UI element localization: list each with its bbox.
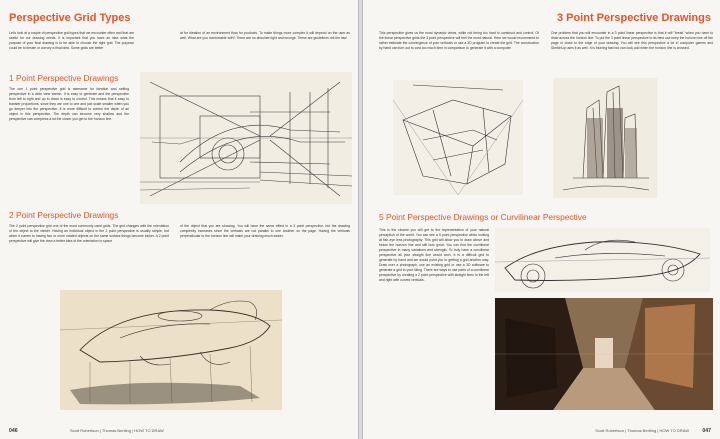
section2-text-2: of the object that you are showing. You will have the same effect in a 3 point perspective, but the drawing complexity increases since the verticals are not parallel to one another on the page. Having the verticals perpendicular to the horizon line will make your drawing much easier. <box>180 224 350 238</box>
fisheye-photo-figure <box>495 298 713 410</box>
one-point-sketch-figure <box>140 72 352 204</box>
right-intro-text-2: One problem that you will encounter in a 3 point linear perspective is that it will "break" when you have to draw across the horizon line. To put the 3 point linear perspective to its best use keep the horizon line off the page or close to the edge of your drawing. You will see this perspective a lot in computer games and SketchUp uses it as well. It is blurring fast but can look odd when the horizon line is crossed. <box>551 31 713 50</box>
section2-text: The 2 point perspective grid one of the most commonly used grids. The grid changes with the orientation of the object to the viewer. Having an individual object in the 2 point perspective is usually simple, but when it comes to having two or more rotated objects on the same surface things become tricker. A 2 point perspective will give the view a better idea of the orientation in space <box>9 224 169 243</box>
section2-heading: 2 Point Perspective Drawings <box>9 210 119 220</box>
section1-heading: 1 Point Perspective Drawings <box>9 73 119 83</box>
three-point-tower-sketch-figure <box>553 78 657 198</box>
curvilinear-car-sketch <box>495 228 710 292</box>
left-page-number: 046 <box>9 428 18 434</box>
three-point-sketch-figure <box>393 80 523 195</box>
section-heading: 5 Point Perspective Drawings or Curvilinear Perspective <box>379 212 587 222</box>
two-point-sketch <box>60 290 282 410</box>
left-page-title: Perspective Grid Types <box>9 12 131 24</box>
left-intro-text-2: at for ideation of an environment than for products. To make things more complex it will depend on the user as well. What are you comfortable with? There are no absolute right and wrongs. These are guidelines not the law! <box>180 31 350 40</box>
left-page <box>0 0 359 439</box>
three-point-tower-sketch <box>553 78 657 198</box>
section1-text: The one 1 point perspective grid is awesome for ideation and setting perspective in a wide view sketch. It is easy to generate and the perspective from left to right and up to down is easy to control. This means that it easy to transfer proportions, since they are one to one and just scale smaller when you go deeper into the perspective. It is more difficult to control the depth of an object in this perspective. The depth can become very shallow and the perspective can compress a lot the closer you get to the horizon line. <box>9 87 129 121</box>
left-footer: Scott Robertson | Thomas Bertling | HOW TO DRAW <box>70 428 164 433</box>
right-footer: Scott Robertson | Thomas Bertling | HOW TO DRAW <box>595 428 689 433</box>
one-point-sketch <box>140 72 352 204</box>
right-page <box>362 0 720 439</box>
curvilinear-car-sketch-figure <box>495 228 710 292</box>
right-page-title: 3 Point Perspective Drawings <box>556 12 711 24</box>
right-page-number: 047 <box>702 428 711 434</box>
two-point-sketch-figure <box>60 290 282 410</box>
right-intro-text: This perspective gives us the most dynamic views, while not being too hard to construct and control. Of the linear perspective grids the 3 point perspective will feel the most natural. Here we would recommend to rather estimate the convergence of your verticals or use a 3D program to create the grid. The construction by hand can turn out to cost too much time in comparison to generate it with a computer. <box>379 31 539 50</box>
section-text: This is the closest you will get to the representation of your natural perception of the world. You can see a 5 point perspective when looking at fish-eye lens photography. This grid will allow you to draw above and below the horizon line and still look good. You can find the curvilinear perspective in many variations and strength. To truly have a curvilinear perspective all your straight line would arch. It is a difficult grid to generate by hand and we would point you to getting a grid another way. Draw over a photograph, use an existing grid or use a 3D software to generate a grid to your liking. There are ways to use parts of a curvilinear perspective by creating a 2 point perspective with straight lines to the left and right with curved verticals. <box>379 228 489 282</box>
fisheye-photo <box>495 298 713 410</box>
left-intro-text: Let's look at a couple of perspective grid types that we encounter often and that are useful for our drawing needs. It is important that you have an idea what the purpose of your final drawing is to be able to choose the right grid. The purpose could be to iterate or convey a final idea. Some grids are better <box>9 31 134 50</box>
three-point-sketch <box>393 80 523 195</box>
